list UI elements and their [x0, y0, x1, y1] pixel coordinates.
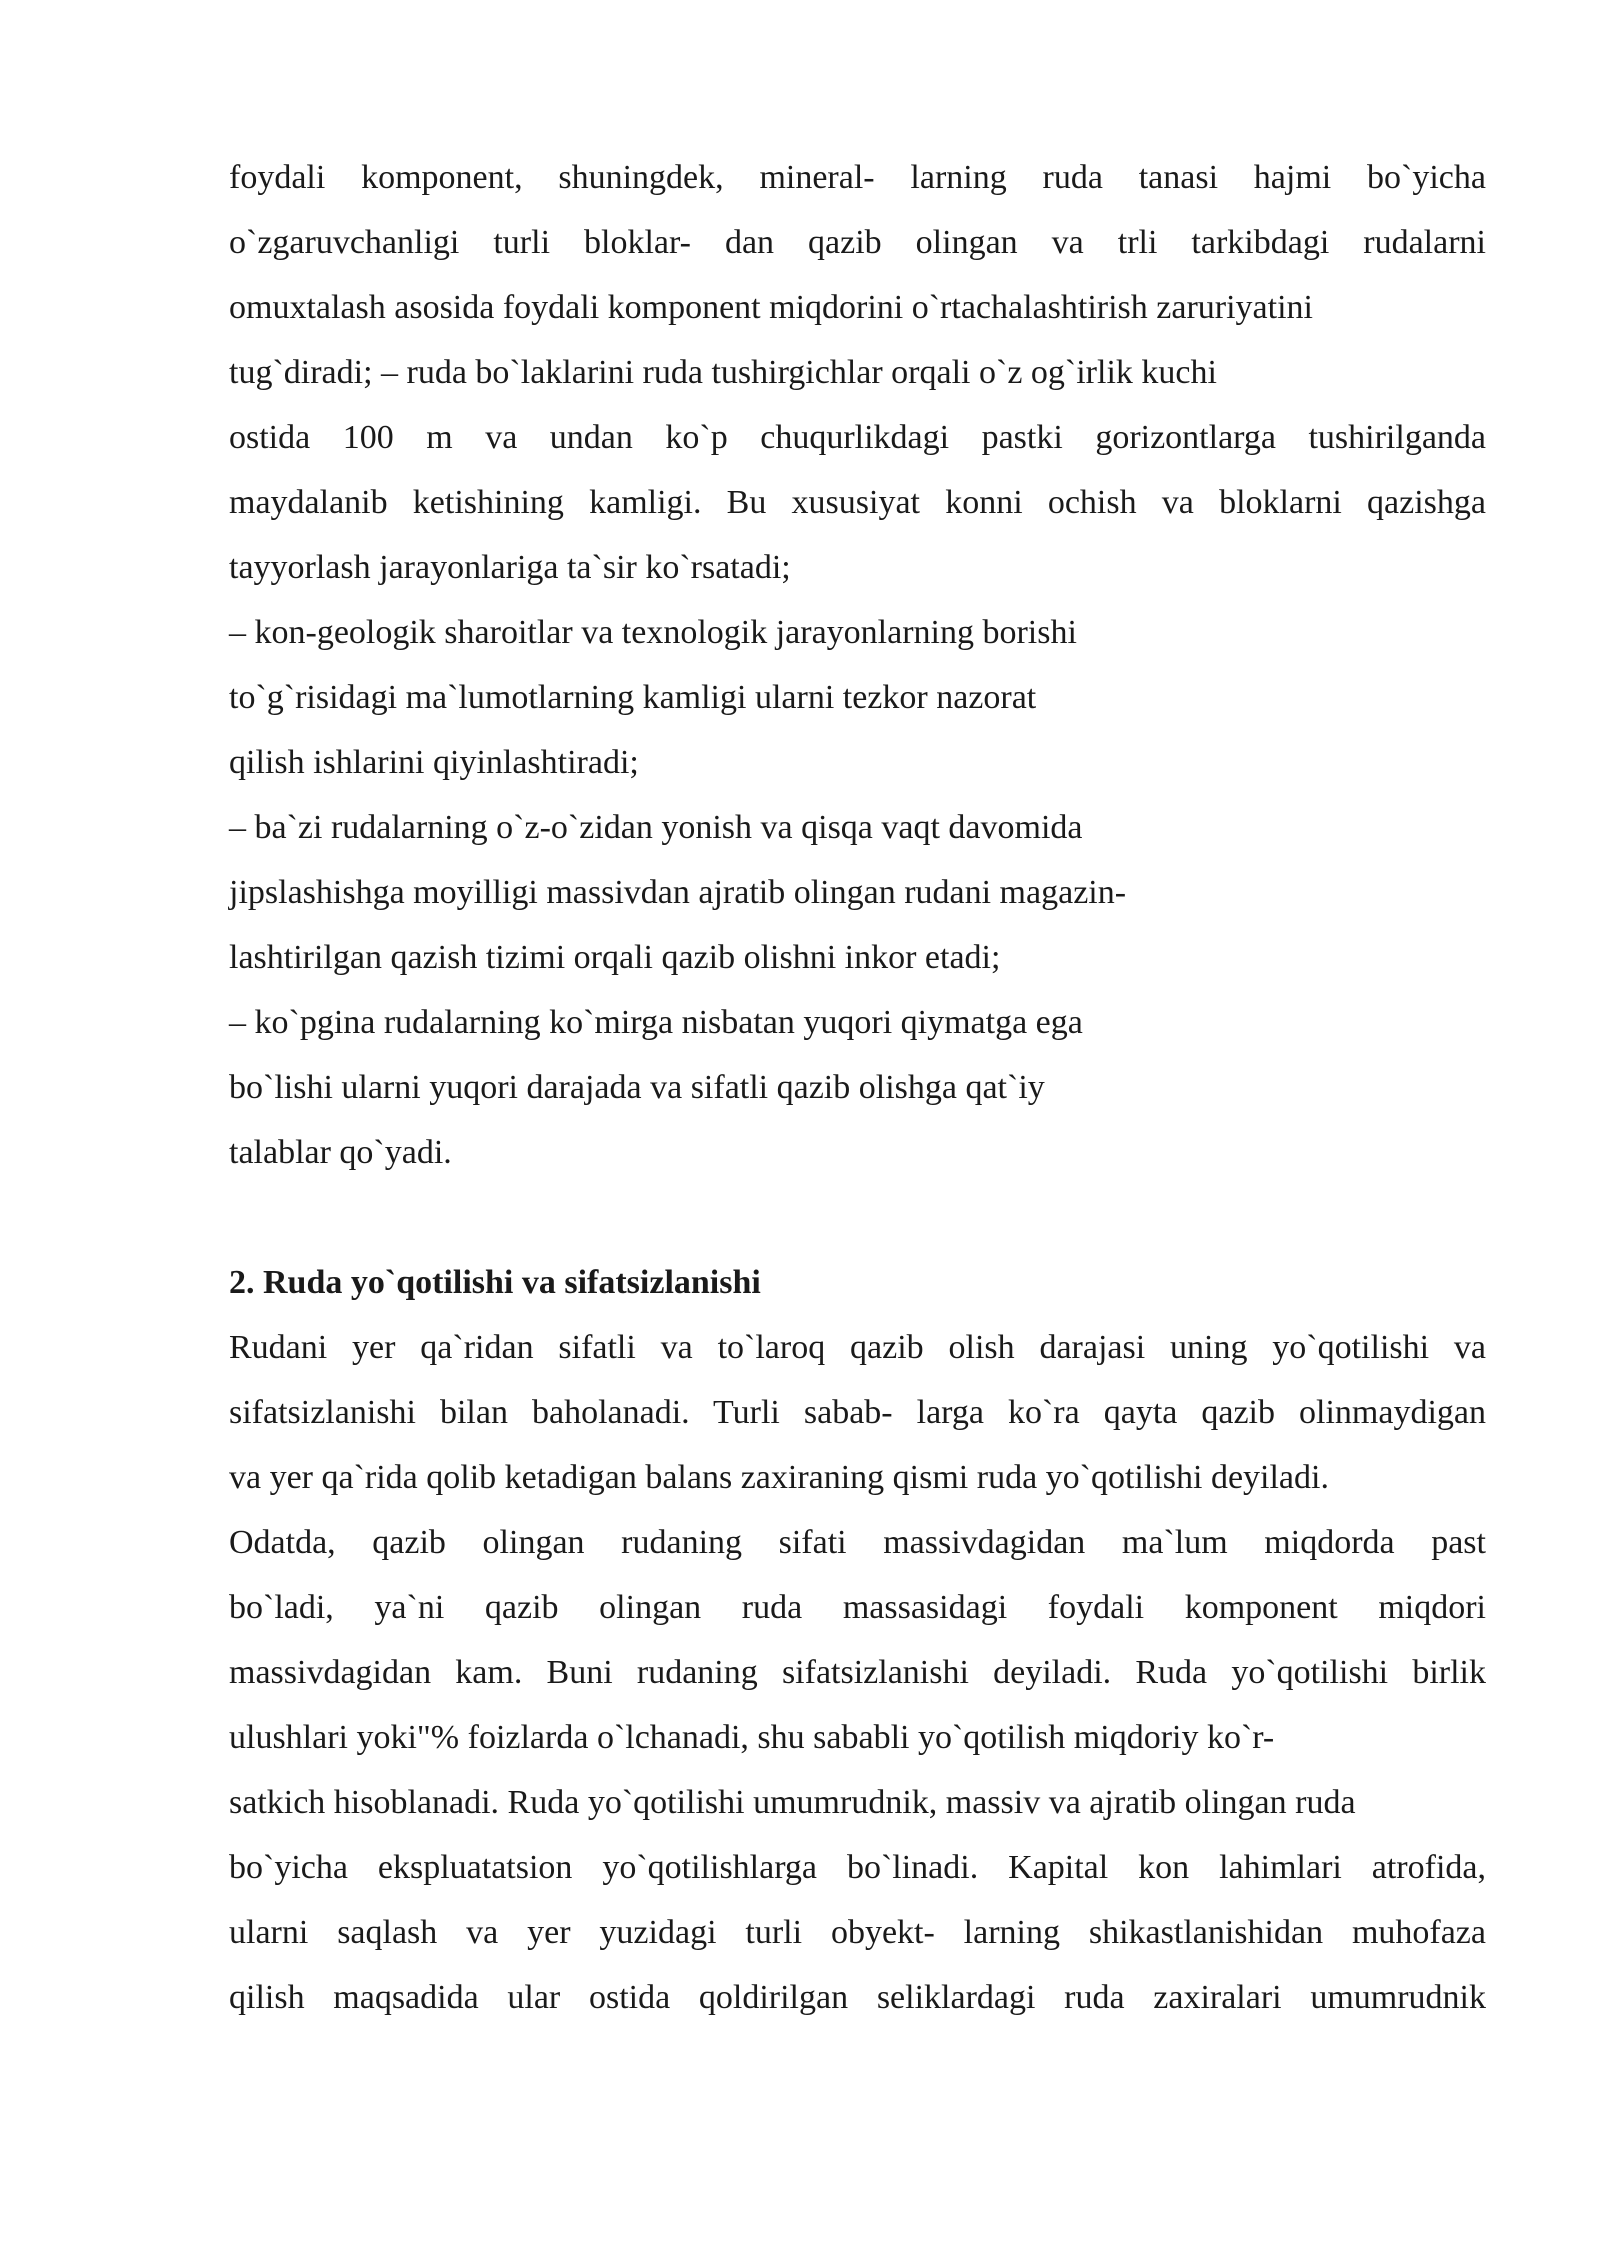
text-line: omuxtalash asosida foydali komponent miqdorini o`rtachalashtirish zaruriyatini	[229, 289, 1313, 326]
text-line: bo`ladi, ya`ni qazib olingan ruda massasidagi foydali komponent miqdori	[229, 1589, 1486, 1626]
text-line: massivdagidan kam. Buni rudaning sifatsizlanishi deyiladi. Ruda yo`qotilishi birlik	[229, 1654, 1486, 1691]
text-line: o`zgaruvchanligi turli bloklar- dan qazib olingan va trli tarkibdagi rudalarni	[229, 224, 1486, 261]
text-line: qilish ishlarini qiyinlashtiradi;	[229, 744, 639, 781]
text-line: – ba`zi rudalarning o`z-o`zidan yonish va qisqa vaqt davomida	[229, 809, 1083, 846]
text-line: qilish maqsadida ular ostida qoldirilgan seliklardagi ruda zaxiralari umumrudnik	[229, 1979, 1486, 2016]
text-line: Rudani yer qa`ridan sifatli va to`laroq qazib olish darajasi uning yo`qotilishi va	[229, 1329, 1486, 1366]
paragraph-ore-loss	[229, 1315, 1486, 2030]
text-line: Odatda, qazib olingan rudaning sifati massivdagidan ma`lum miqdorda past	[229, 1524, 1486, 1561]
blank-spacer	[229, 1185, 1486, 1250]
text-line: talablar qo`yadi.	[229, 1134, 452, 1171]
text-line: bo`lishi ularni yuqori darajada va sifatli qazib olishga qat`iy	[229, 1069, 1045, 1106]
text-line: va yer qa`rida qolib ketadigan balans zaxiraning qismi ruda yo`qotilishi deyiladi.	[229, 1459, 1329, 1496]
paragraph-ore-properties	[229, 145, 1486, 1185]
text-line: – ko`pgina rudalarning ko`mirga nisbatan yuqori qiymatga ega	[229, 1004, 1083, 1041]
text-line: tug`diradi; – ruda bo`laklarini ruda tushirgichlar orqali o`z og`irlik kuchi	[229, 354, 1217, 391]
text-line: sifatsizlanishi bilan baholanadi. Turli sabab- larga ko`ra qayta qazib olinmaydigan	[229, 1394, 1486, 1431]
text-line: jipslashishga moyilligi massivdan ajratib olingan rudani magazin-	[229, 874, 1127, 911]
text-line: lashtirilgan qazish tizimi orqali qazib olishni inkor etadi;	[229, 939, 1001, 976]
text-line: ularni saqlash va yer yuzidagi turli obyekt- larning shikastlanishidan muhofaza	[229, 1914, 1486, 1951]
text-line: ulushlari yoki"% foizlarda o`lchanadi, shu sababli yo`qotilish miqdoriy ko`r-	[229, 1719, 1275, 1756]
text-line: satkich hisoblanadi. Ruda yo`qotilishi umumrudnik, massiv va ajratib olingan ruda	[229, 1784, 1356, 1821]
text-line: foydali komponent, shuningdek, mineral- larning ruda tanasi hajmi bo`yicha	[229, 159, 1486, 196]
text-line: – kon-geologik sharoitlar va texnologik jarayonlarning borishi	[229, 614, 1077, 651]
text-line: ostida 100 m va undan ko`p chuqurlikdagi pastki gorizontlarga tushirilganda	[229, 419, 1486, 456]
text-line: to`g`risidagi ma`lumotlarning kamligi ularni tezkor nazorat	[229, 679, 1037, 716]
text-line: tayyorlash jarayonlariga ta`sir ko`rsatadi;	[229, 549, 791, 586]
text-line: maydalanib ketishining kamligi. Bu xususiyat konni ochish va bloklarni qazishga	[229, 484, 1486, 521]
document-page	[229, 145, 1486, 2030]
section-heading: 2. Ruda yo`qotilishi va sifatsizlanishi	[229, 1264, 761, 1301]
text-line: bo`yicha ekspluatatsion yo`qotilishlarga bo`linadi. Kapital kon lahimlari atrofida,	[229, 1849, 1486, 1886]
